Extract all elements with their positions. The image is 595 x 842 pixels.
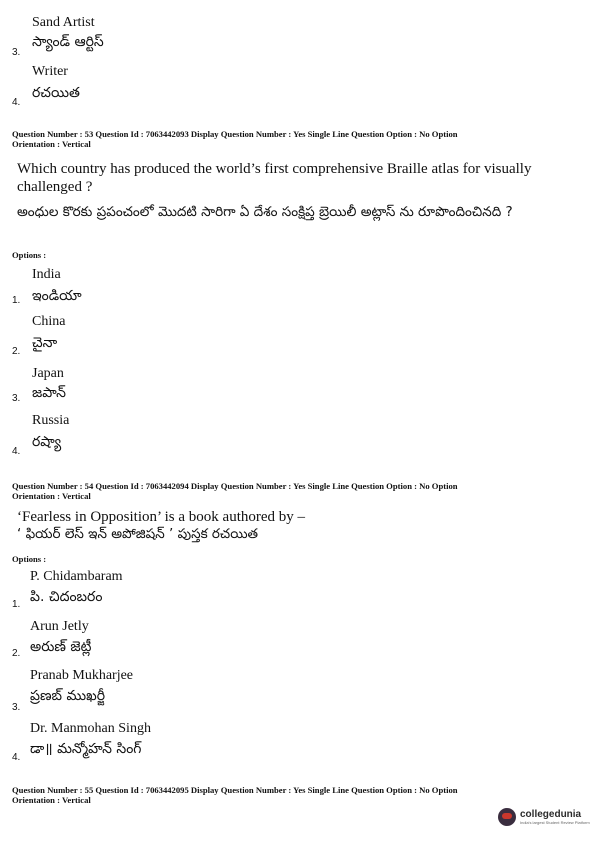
q54-text-te: ‘ ఫియర్ లెస్ ఇన్ అపోజిషన్ ’ పుస్తక రచయిత bbox=[17, 526, 259, 542]
q54-text-en: ‘Fearless in Opposition’ is a book authored by – bbox=[17, 509, 306, 525]
q53-meta-line1: Question Number : 53 Question Id : 7063442093 Display Question Number : Yes Single Line Question Option : No Option bbox=[12, 129, 458, 139]
q53-option-3-number: 3. bbox=[12, 393, 21, 404]
logo-tagline: India's largest Student Review Platform bbox=[520, 820, 590, 825]
q54-option-1-en: P. Chidambaram bbox=[30, 569, 123, 584]
q53-option-2-en: China bbox=[32, 314, 66, 329]
q54-option-2-en: Arun Jetly bbox=[30, 619, 89, 634]
q54-option-1-number: 1. bbox=[12, 599, 21, 610]
q54-option-4-te: డా॥ మన్మోహన్ సింగ్ bbox=[30, 741, 142, 757]
q53-text-te: అంధుల కొరకు ప్రపంచంలో మొదటి సారిగా ఏ దేశం సంక్షిప్త బ్రెయిలీ అట్లాస్ ను రూపొందించినది ? bbox=[17, 204, 513, 220]
q53-option-1-number: 1. bbox=[12, 295, 21, 306]
q54-option-2-te: అరుణ్ జెట్లీ bbox=[30, 639, 92, 655]
prev-option-3-te: స్యాండ్ ఆర్టిస్ bbox=[32, 34, 104, 50]
q55-meta-line2: Orientation : Vertical bbox=[12, 795, 91, 805]
q54-option-3-en: Pranab Mukharjee bbox=[30, 668, 134, 683]
q53-option-4-number: 4. bbox=[12, 446, 21, 457]
prev-option-4-te: రచయిత bbox=[32, 85, 80, 101]
q53-option-3-te: జపాన్ bbox=[32, 385, 66, 401]
q53-option-4-en: Russia bbox=[32, 413, 70, 428]
prev-option-4-number: 4. bbox=[12, 97, 21, 108]
q53-text-en: Which country has produced the world’s first comprehensive Braille atlas for visually challenged ? bbox=[17, 161, 532, 195]
q53-option-1-en: India bbox=[32, 267, 61, 282]
q54-options-label: Options : bbox=[12, 554, 47, 564]
prev-option-3-number: 3. bbox=[12, 47, 21, 58]
graduation-cap-icon bbox=[498, 808, 516, 826]
q54-meta-line2: Orientation : Vertical bbox=[12, 491, 91, 501]
q54-option-1-te: పి. చిదంబరం bbox=[30, 589, 103, 605]
q54-option-2-number: 2. bbox=[12, 648, 21, 659]
q53-meta bbox=[12, 129, 572, 149]
q53-option-3-en: Japan bbox=[32, 366, 64, 381]
q54-meta bbox=[12, 481, 572, 501]
q55-meta bbox=[12, 785, 572, 805]
q55-meta-line1: Question Number : 55 Question Id : 7063442095 Display Question Number : Yes Single Line Question Option : No Option bbox=[12, 785, 458, 795]
q53-option-4-te: రష్యా bbox=[32, 434, 62, 450]
prev-option-3-en: Sand Artist bbox=[32, 15, 95, 30]
q54-option-3-te: ప్రణబ్ ముఖర్జీ bbox=[30, 688, 105, 704]
q53-option-2-te: చైనా bbox=[32, 335, 58, 351]
q53-option-1-te: ఇండియా bbox=[32, 288, 82, 304]
logo-name: collegedunia bbox=[520, 809, 582, 820]
q54-meta-line1: Question Number : 54 Question Id : 7063442094 Display Question Number : Yes Single Line Question Option : No Option bbox=[12, 481, 458, 491]
q53-options-label: Options : bbox=[12, 250, 47, 260]
q53-meta-line2: Orientation : Vertical bbox=[12, 139, 91, 149]
prev-option-4-en: Writer bbox=[32, 64, 68, 79]
collegedunia-logo bbox=[498, 808, 590, 826]
q54-option-4-en: Dr. Manmohan Singh bbox=[30, 721, 151, 736]
q53-option-2-number: 2. bbox=[12, 346, 21, 357]
q54-option-4-number: 4. bbox=[12, 752, 21, 763]
q54-option-3-number: 3. bbox=[12, 702, 21, 713]
